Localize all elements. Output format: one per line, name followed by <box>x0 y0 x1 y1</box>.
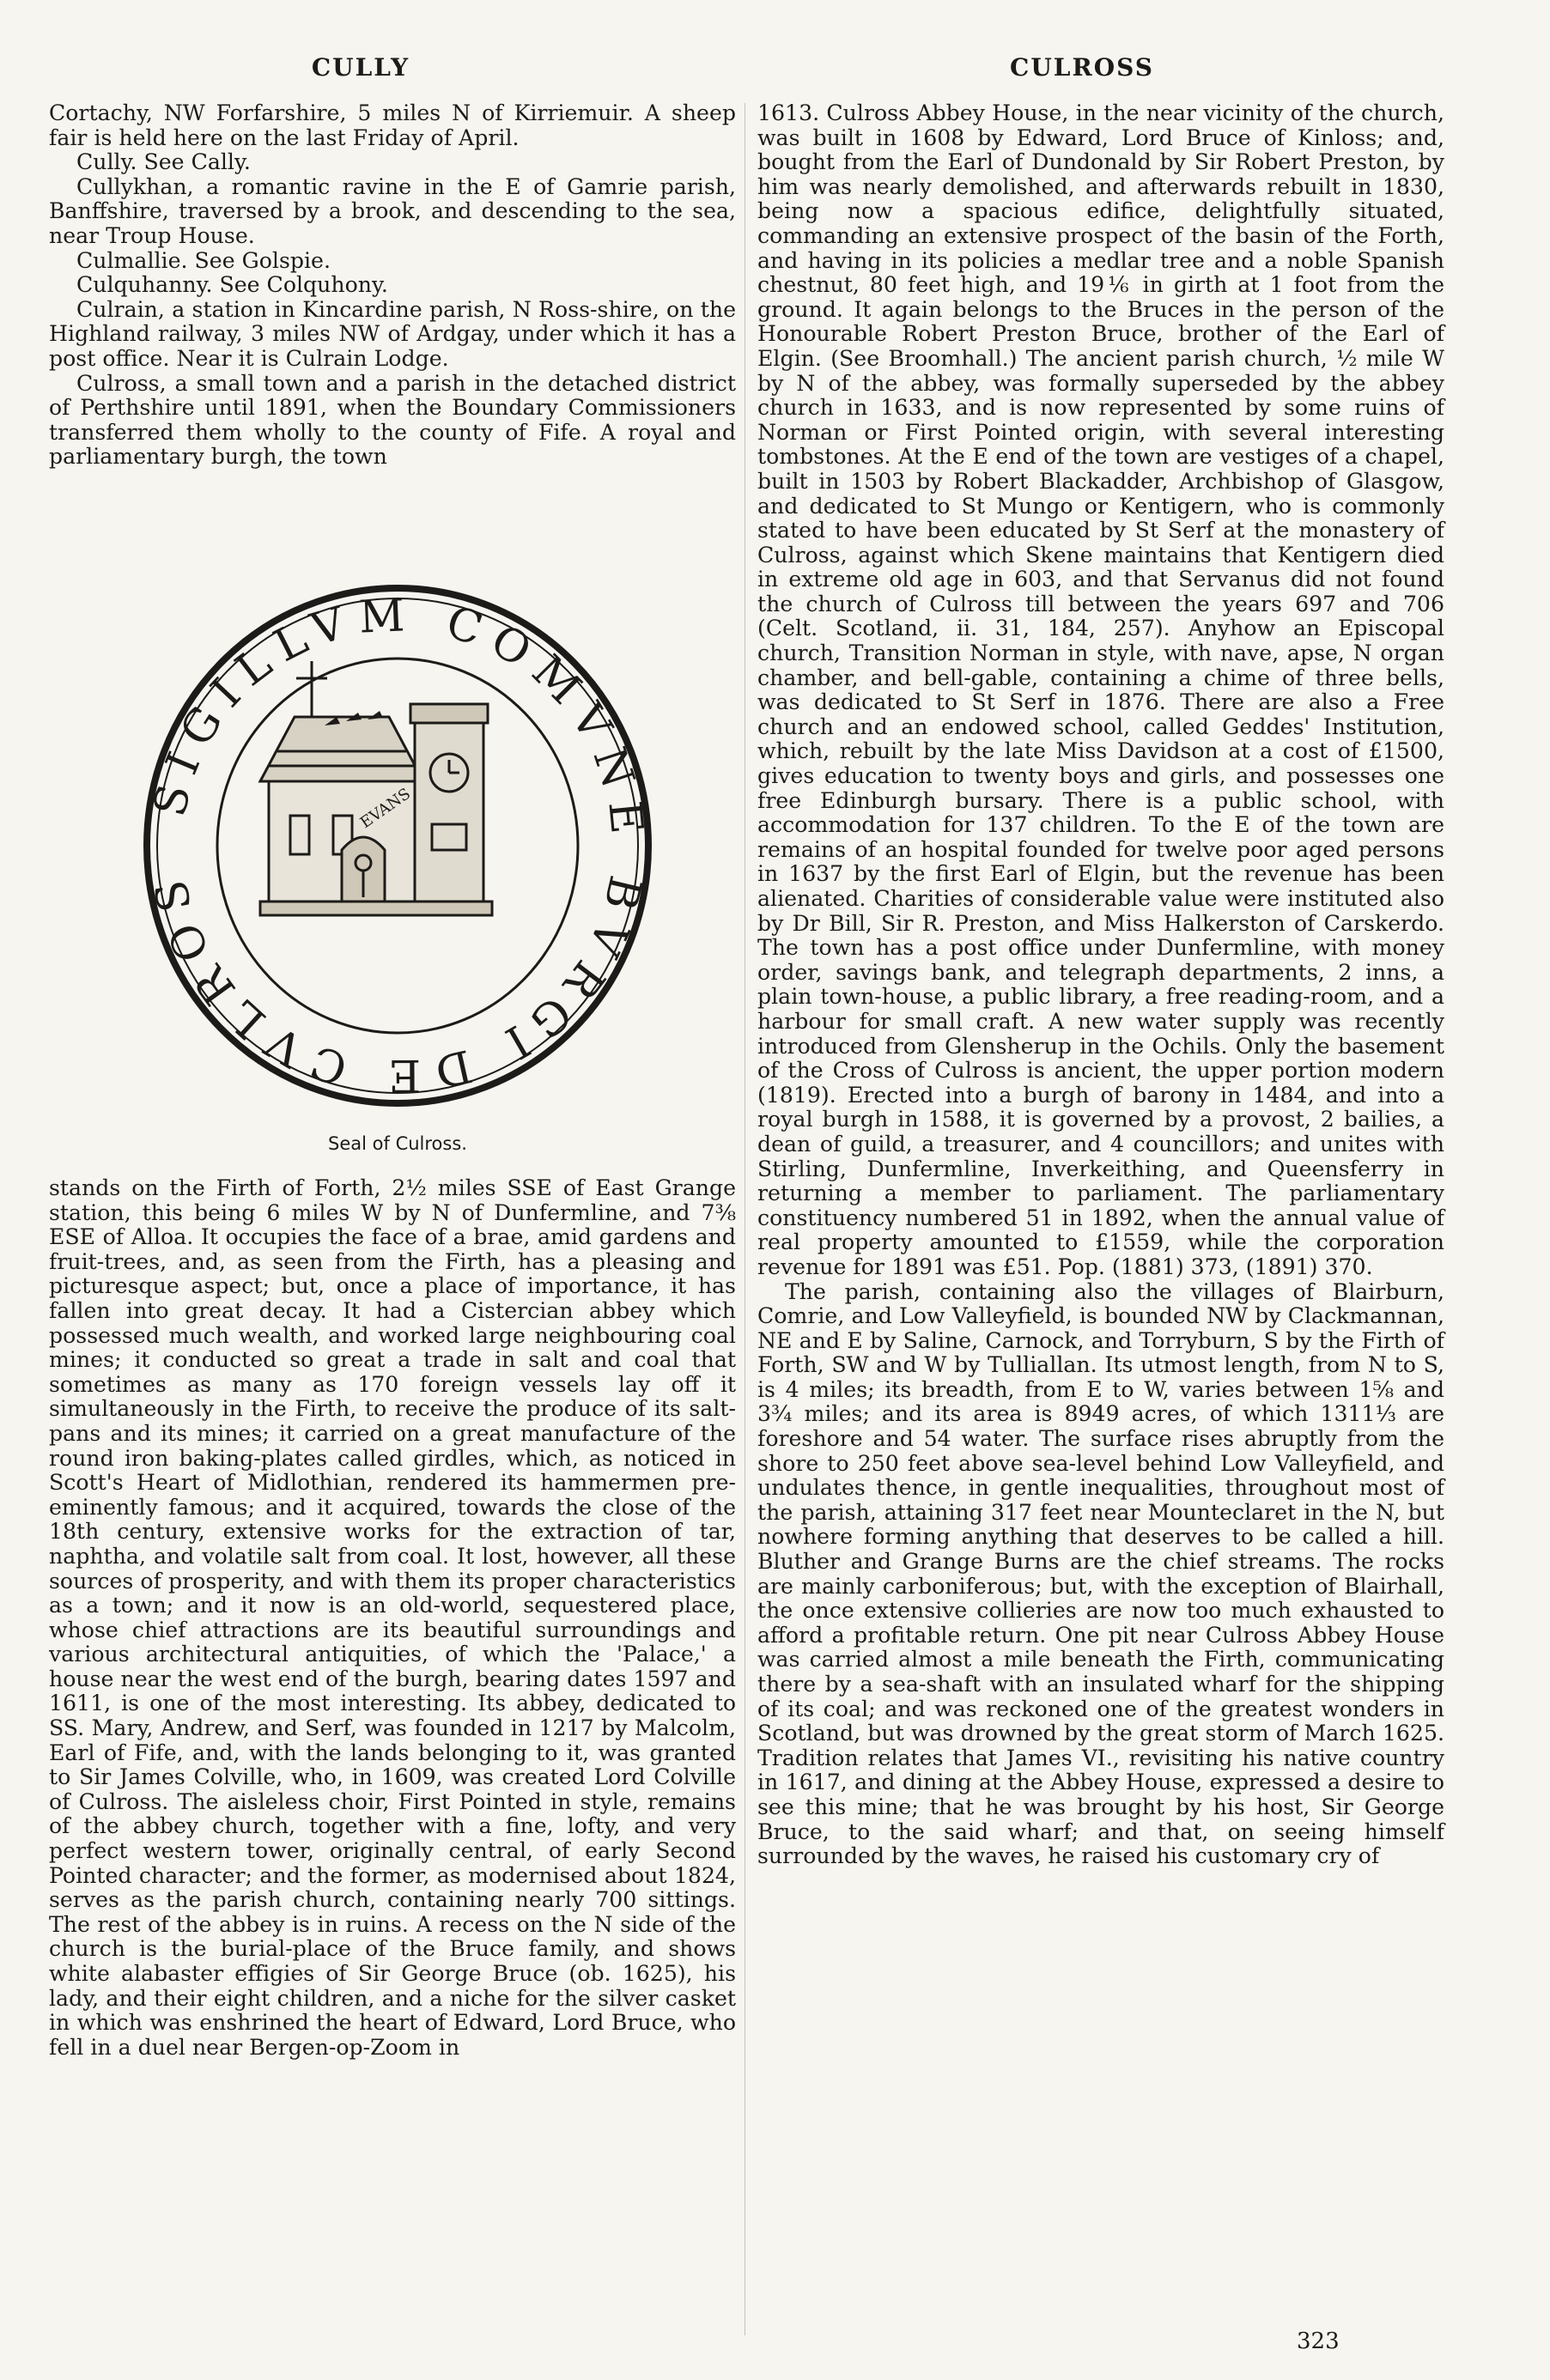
seal-caption: Seal of Culross. <box>328 1133 467 1154</box>
seal-door-text: EVANS <box>356 785 414 833</box>
seal-figure <box>140 567 672 1159</box>
entry-culrain: Culrain, a station in Kincardine parish, N Ross-shire, on the Highland railway, 3 miles NW of Ardgay, under which it has a post office. Near it is Culrain Lodge. <box>49 296 736 371</box>
right-column <box>757 101 1444 1869</box>
running-head-left: CULLY <box>311 53 410 82</box>
entry-cully: Cully. See Cally. <box>76 149 251 175</box>
culross-parish: The parish, containing also the villages of Blairburn, Comrie, and Low Valleyfield, is bounded NW by Clackmannan, NE and E by Saline, Carnock, and Torryburn, S by the Firth of Forth, SW and W by Tulliallan. Its utmost length, from N to S, is 4 miles; its breadth, from E to W, varies between 1⅝ and 3¾ miles; and its area is 8949 acres, of which 1311⅓ are foreshore and 54 water. The surface rises abruptly from the shore to 250 feet above sea-level behind Low Valleyfield, and undulates thence, in gentle inequalities, throughout most of the parish, attaining 317 feet near Mounteclaret in the N, but nowhere forming anything that deserves to be called a hill. Bluther and Grange Burns are the chief streams. The rocks are mainly carboniferous; but, with the exception of Blairhall, the once extensive collieries are now too much exhausted to afford a profitable return. One pit near Culross Abbey House was carried almost a mile beneath the Firth, communicating there by a sea-shaft with an insulated wharf for the shipping of its coal; and was reckoned one of the greatest wonders in Scotland, but was drowned by the great storm of March 1625. Tradition relates that James VI., revisiting his native country in 1617, and dining at the Abbey House, expressed a desire to see this mine; that he was brought by his host, Sir George Bruce, to the said wharf; and that, on seeing himself surrounded by the waves, he raised his customary cry of <box>757 1278 1444 1869</box>
entry-cullykhan: Cullykhan, a romantic ravine in the E of Gamrie parish, Banffshire, traversed by a brook, and descending to the sea, near Troup House. <box>49 173 736 248</box>
culross-abbey-house: 1613. Culross Abbey House, in the near vicinity of the church, was built in 1608 by Edward, Lord Bruce of Kinloss; and, bought from the Earl of Dundonald by Sir Robert Preston, by him was nearly demolished, and afterwards rebuilt in 1830, being now a spacious edifice, delightfully situated, commanding an extensive prospect of the basin of the Forth, and having in its policies a medlar tree and a noble Spanish chestnut, 80 feet high, and 19⅙ in girth at 1 foot from the ground. It again belongs to the Bruces in the person of the Honourable Robert Preston Bruce, brother of the Earl of Elgin. (See Broomhall.) The ancient parish church, ½ mile W by N of the abbey, was formally superseded by the abbey church in 1633, and is now represented by some ruins of Norman or First Pointed origin, with several interesting tombstones. At the E end of the town are vestiges of a chapel, built in 1503 by Robert Blackadder, Archbishop of Glasgow, and dedicated to St Mungo or Kentigern, who is commonly stated to have been educated by St Serf at the monastery of Culross, against which Skene maintains that Kentigern died in extreme old age in 603, and that Servanus did not found the church of Culross till between the years 697 and 706 (Celt. Scotland, ii. 31, 184, 257). Anyhow an Episcopal church, Transition Norman in style, with nave, apse, N organ chamber, and bell-gable, containing a chime of three bells, was dedicated to St Serf in 1876. There are also a Free church and an endowed school, called Geddes' Institution, which, rebuilt by the late Miss Davidson at a cost of £1500, gives education to twenty boys and girls, and possesses one free Edinburgh bursary. There is a public school, with accommodation for 137 children. To the E of the town are remains of an hospital founded for twelve poor aged persons in 1637 by the first Earl of Elgin, but the revenue has been alienated. Charities of considerable value were instituted also by Dr Bill, Sir R. Preston, and Miss Halkerston of Carskerdo. The town has a post office under Dunfermline, with money order, savings bank, and telegraph departments, 2 inns, a plain town-house, a public library, a free reading-room, and a harbour for small craft. A new water supply was recently introduced from Glensherup in the Ochils. Only the basement of the Cross of Culross is ancient, the upper portion modern (1819). Erected into a burgh of barony in 1484, and into a royal burgh in 1588, it is governed by a provost, 2 bailies, a dean of guild, a treasurer, and 4 councillors; and unites with Stirling, Dunfermline, Inverkeithing, and Queensferry in returning a member to parliament. The parliamentary constituency numbered 51 in 1892, when the annual value of real property amounted to £1559, while the corporation revenue for 1891 was £51. Pop. (1881) 373, (1891) 370. <box>757 100 1444 1279</box>
entry-culross: Culross, a small town and a parish in the detached district of Perthshire until 1891, when the Boundary Commissioners transferred them wholly to the county of Fife. A royal and parliamentary burgh, the town <box>49 370 736 470</box>
seal-of-culross-image <box>140 567 655 1125</box>
left-column-top <box>49 101 736 470</box>
seal-legend-text: SIGILLVM COMVNE BVRGI DE CVLROS <box>143 589 654 1102</box>
entry-culmallie: Culmallie. See Golspie. <box>76 247 331 273</box>
entry-culquhanny: Culquhanny. See Colquhony. <box>76 272 388 298</box>
page-number: 323 <box>1297 2328 1340 2354</box>
left-column-bottom <box>49 1176 736 2060</box>
running-head-right: CULROSS <box>1010 53 1154 82</box>
entry-cortachy: Cortachy, NW Forfarshire, 5 miles N of Kirriemuir. A sheep fair is held here on the last Friday of April. <box>49 100 736 150</box>
culross-description: stands on the Firth of Forth, 2½ miles SSE of East Grange station, this being 6 miles W by N of Dunfermline, and 7⅜ ESE of Alloa. It occupies the face of a brae, amid gardens and fruit-trees, and, as seen from the Firth, has a pleasing and picturesque aspect; but, once a place of importance, it has fallen into great decay. It had a Cistercian abbey which possessed much wealth, and worked large neighbouring coal mines; it conducted so great a trade in salt and coal that sometimes as many as 170 foreign vessels lay off it simultaneously in the Firth, to receive the produce of its salt-pans and its mines; it carried on a great manufacture of the round iron baking-plates called girdles, which, as noticed in Scott's Heart of Midlothian, rendered its hammermen pre-eminently famous; and it acquired, towards the close of the 18th century, extensive works for the extraction of tar, naphtha, and volatile salt from coal. It lost, however, all these sources of prosperity, and with them its proper characteristics as a town; and it now is an old-world, sequestered place, whose chief attractions are its beautiful surroundings and various architectural antiquities, of which the 'Palace,' a house near the west end of the burgh, bearing dates 1597 and 1611, is one of the most interesting. Its abbey, dedicated to SS. Mary, Andrew, and Serf, was founded in 1217 by Malcolm, Earl of Fife, and, with the lands belonging to it, was granted to Sir James Colville, who, in 1609, was created Lord Colville of Culross. The aisleless choir, First Pointed in style, remains of the abbey church, together with a fine, lofty, and very perfect western tower, originally central, of early Second Pointed character; and the former, as modernised about 1824, serves as the parish church, containing nearly 700 sittings. The rest of the abbey is in ruins. A recess on the N side of the church is the burial-place of the Bruce family, and shows white alabaster effigies of Sir George Bruce (ob. 1625), his lady, and their eight children, and a niche for the silver casket in which was enshrined the heart of Edward, Lord Bruce, who fell in a duel near Bergen-op-Zoom in <box>49 1175 736 2060</box>
